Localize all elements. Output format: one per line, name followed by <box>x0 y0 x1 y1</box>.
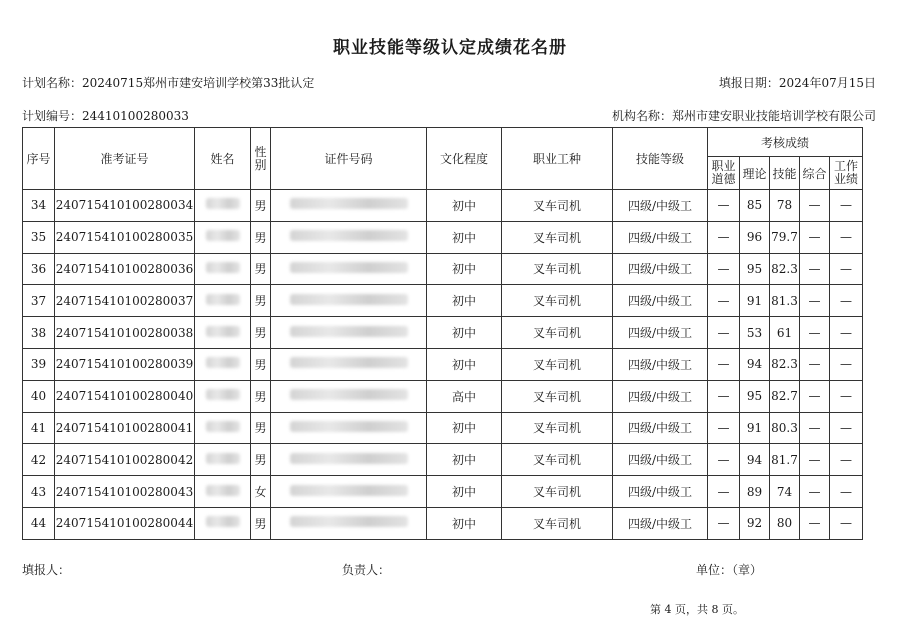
header-occupation: 职业工种 <box>502 128 613 190</box>
redacted-id-number <box>290 421 408 432</box>
table-row <box>23 317 863 349</box>
row-work-score: — <box>830 317 863 349</box>
row-skill-score: 80 <box>770 507 800 539</box>
table-row <box>23 190 863 222</box>
row-gender: 男 <box>251 412 271 444</box>
row-exam-no: 240715410100280036 <box>55 253 195 285</box>
row-seq: 43 <box>23 476 55 508</box>
redacted-name <box>206 230 240 241</box>
row-id-no <box>271 380 427 412</box>
row-comprehensive-score: — <box>800 348 830 380</box>
row-occupation: 叉车司机 <box>502 190 613 222</box>
redacted-id-number <box>290 230 408 241</box>
table-row <box>23 253 863 285</box>
responsible-label: 负责人： <box>342 563 391 577</box>
row-occupation: 叉车司机 <box>502 253 613 285</box>
redacted-id-number <box>290 326 408 337</box>
row-exam-no: 240715410100280034 <box>55 190 195 222</box>
row-comprehensive-score: — <box>800 380 830 412</box>
row-education: 初中 <box>427 444 502 476</box>
row-comprehensive-score: — <box>800 476 830 508</box>
row-seq: 37 <box>23 285 55 317</box>
page-indicator: 第 4 页，共 8 页。 <box>650 603 744 616</box>
row-skill-level: 四级/中级工 <box>613 317 708 349</box>
row-education: 初中 <box>427 317 502 349</box>
row-name <box>195 253 251 285</box>
row-occupation: 叉车司机 <box>502 412 613 444</box>
row-education: 初中 <box>427 348 502 380</box>
row-id-no <box>271 444 427 476</box>
redacted-id-number <box>290 294 408 305</box>
row-seq: 42 <box>23 444 55 476</box>
header-comprehensive: 综合 <box>800 157 830 190</box>
row-id-no <box>271 253 427 285</box>
row-seq: 40 <box>23 380 55 412</box>
row-id-no <box>271 221 427 253</box>
row-exam-no: 240715410100280035 <box>55 221 195 253</box>
redacted-name <box>206 421 240 432</box>
row-gender: 男 <box>251 285 271 317</box>
row-skill-level: 四级/中级工 <box>613 285 708 317</box>
row-education: 初中 <box>427 190 502 222</box>
row-id-no <box>271 285 427 317</box>
row-work-score: — <box>830 285 863 317</box>
row-occupation: 叉车司机 <box>502 380 613 412</box>
row-comprehensive-score: — <box>800 412 830 444</box>
header-gender: 性别 <box>251 128 271 190</box>
row-name <box>195 190 251 222</box>
row-id-no <box>271 412 427 444</box>
row-theory-score: 95 <box>740 253 770 285</box>
row-education: 初中 <box>427 412 502 444</box>
row-seq: 34 <box>23 190 55 222</box>
row-education: 初中 <box>427 476 502 508</box>
row-skill-score: 74 <box>770 476 800 508</box>
row-skill-level: 四级/中级工 <box>613 190 708 222</box>
row-ethics-score: — <box>708 253 740 285</box>
redacted-name <box>206 294 240 305</box>
row-seq: 38 <box>23 317 55 349</box>
redacted-name <box>206 198 240 209</box>
row-work-score: — <box>830 507 863 539</box>
row-occupation: 叉车司机 <box>502 221 613 253</box>
row-exam-no: 240715410100280040 <box>55 380 195 412</box>
row-theory-score: 94 <box>740 444 770 476</box>
row-education: 高中 <box>427 380 502 412</box>
header-theory: 理论 <box>740 157 770 190</box>
redacted-id-number <box>290 485 408 496</box>
row-ethics-score: — <box>708 507 740 539</box>
row-skill-score: 61 <box>770 317 800 349</box>
header-education: 文化程度 <box>427 128 502 190</box>
row-theory-score: 94 <box>740 348 770 380</box>
row-gender: 男 <box>251 253 271 285</box>
row-occupation: 叉车司机 <box>502 444 613 476</box>
row-gender: 男 <box>251 444 271 476</box>
row-work-score: — <box>830 380 863 412</box>
unit-seal-label: 单位：（章） <box>696 563 763 577</box>
row-gender: 男 <box>251 317 271 349</box>
row-seq: 41 <box>23 412 55 444</box>
row-skill-score: 80.3 <box>770 412 800 444</box>
row-name <box>195 444 251 476</box>
filler-label: 填报人： <box>22 563 71 577</box>
score-roster-table <box>22 127 863 540</box>
row-gender: 男 <box>251 190 271 222</box>
row-ethics-score: — <box>708 285 740 317</box>
row-skill-level: 四级/中级工 <box>613 380 708 412</box>
table-row <box>23 412 863 444</box>
redacted-id-number <box>290 262 408 273</box>
row-seq: 35 <box>23 221 55 253</box>
row-occupation: 叉车司机 <box>502 476 613 508</box>
row-id-no <box>271 190 427 222</box>
row-education: 初中 <box>427 253 502 285</box>
row-exam-no: 240715410100280039 <box>55 348 195 380</box>
row-work-score: — <box>830 476 863 508</box>
redacted-name <box>206 453 240 464</box>
redacted-name <box>206 326 240 337</box>
row-gender: 男 <box>251 221 271 253</box>
redacted-name <box>206 262 240 273</box>
fill-date: 填报日期：2024年07月15日 <box>718 76 876 90</box>
plan-name: 计划名称：20240715郑州市建安培训学校第33批认定 <box>22 76 315 90</box>
header-scores: 考核成绩 <box>708 128 863 157</box>
row-skill-level: 四级/中级工 <box>613 221 708 253</box>
header-name: 姓名 <box>195 128 251 190</box>
table-row <box>23 221 863 253</box>
row-gender: 女 <box>251 476 271 508</box>
row-comprehensive-score: — <box>800 285 830 317</box>
redacted-name <box>206 516 240 527</box>
row-theory-score: 95 <box>740 380 770 412</box>
row-seq: 36 <box>23 253 55 285</box>
row-name <box>195 285 251 317</box>
row-exam-no: 240715410100280043 <box>55 476 195 508</box>
row-work-score: — <box>830 348 863 380</box>
row-comprehensive-score: — <box>800 190 830 222</box>
row-comprehensive-score: — <box>800 221 830 253</box>
redacted-name <box>206 357 240 368</box>
organization-name: 机构名称：郑州市建安职业技能培训学校有限公司 <box>611 109 876 123</box>
document-title: 职业技能等级认定成绩花名册 <box>333 38 567 58</box>
row-work-score: — <box>830 221 863 253</box>
row-skill-score: 82.7 <box>770 380 800 412</box>
table-row <box>23 507 863 539</box>
row-name <box>195 507 251 539</box>
row-id-no <box>271 348 427 380</box>
row-skill-score: 82.3 <box>770 253 800 285</box>
row-theory-score: 53 <box>740 317 770 349</box>
row-exam-no: 240715410100280038 <box>55 317 195 349</box>
row-id-no <box>271 507 427 539</box>
table-row <box>23 444 863 476</box>
row-theory-score: 92 <box>740 507 770 539</box>
row-comprehensive-score: — <box>800 317 830 349</box>
row-ethics-score: — <box>708 380 740 412</box>
row-exam-no: 240715410100280041 <box>55 412 195 444</box>
row-work-score: — <box>830 190 863 222</box>
header-seq: 序号 <box>23 128 55 190</box>
row-occupation: 叉车司机 <box>502 285 613 317</box>
row-skill-level: 四级/中级工 <box>613 507 708 539</box>
row-comprehensive-score: — <box>800 253 830 285</box>
row-gender: 男 <box>251 380 271 412</box>
row-name <box>195 348 251 380</box>
row-education: 初中 <box>427 285 502 317</box>
table-row <box>23 348 863 380</box>
row-occupation: 叉车司机 <box>502 348 613 380</box>
row-theory-score: 85 <box>740 190 770 222</box>
row-work-score: — <box>830 412 863 444</box>
table-row <box>23 476 863 508</box>
row-skill-score: 79.7 <box>770 221 800 253</box>
redacted-id-number <box>290 516 408 527</box>
row-occupation: 叉车司机 <box>502 317 613 349</box>
redacted-id-number <box>290 198 408 209</box>
row-skill-score: 81.7 <box>770 444 800 476</box>
row-gender: 男 <box>251 507 271 539</box>
row-name <box>195 476 251 508</box>
row-skill-level: 四级/中级工 <box>613 476 708 508</box>
row-id-no <box>271 317 427 349</box>
row-skill-level: 四级/中级工 <box>613 444 708 476</box>
redacted-id-number <box>290 357 408 368</box>
header-skill: 技能 <box>770 157 800 190</box>
row-skill-level: 四级/中级工 <box>613 412 708 444</box>
row-ethics-score: — <box>708 476 740 508</box>
row-work-score: — <box>830 253 863 285</box>
row-gender: 男 <box>251 348 271 380</box>
row-ethics-score: — <box>708 412 740 444</box>
row-skill-score: 81.3 <box>770 285 800 317</box>
row-comprehensive-score: — <box>800 507 830 539</box>
table-row <box>23 380 863 412</box>
row-ethics-score: — <box>708 348 740 380</box>
row-name <box>195 221 251 253</box>
header-id-no: 证件号码 <box>271 128 427 190</box>
redacted-id-number <box>290 389 408 400</box>
row-ethics-score: — <box>708 317 740 349</box>
redacted-name <box>206 485 240 496</box>
row-theory-score: 91 <box>740 412 770 444</box>
row-skill-level: 四级/中级工 <box>613 348 708 380</box>
row-name <box>195 317 251 349</box>
row-skill-level: 四级/中级工 <box>613 253 708 285</box>
row-name <box>195 412 251 444</box>
row-seq: 44 <box>23 507 55 539</box>
row-comprehensive-score: — <box>800 444 830 476</box>
row-id-no <box>271 476 427 508</box>
plan-number: 计划编号：24410100280033 <box>22 109 189 123</box>
row-ethics-score: — <box>708 190 740 222</box>
header-ethics: 职业道德 <box>708 157 740 190</box>
row-work-score: — <box>830 444 863 476</box>
row-theory-score: 96 <box>740 221 770 253</box>
row-occupation: 叉车司机 <box>502 507 613 539</box>
row-seq: 39 <box>23 348 55 380</box>
header-exam-no: 准考证号 <box>55 128 195 190</box>
row-skill-score: 78 <box>770 190 800 222</box>
redacted-name <box>206 389 240 400</box>
row-name <box>195 380 251 412</box>
row-exam-no: 240715410100280037 <box>55 285 195 317</box>
row-exam-no: 240715410100280042 <box>55 444 195 476</box>
row-theory-score: 91 <box>740 285 770 317</box>
row-ethics-score: — <box>708 221 740 253</box>
redacted-id-number <box>290 453 408 464</box>
row-theory-score: 89 <box>740 476 770 508</box>
roster-body <box>23 190 863 540</box>
row-skill-score: 82.3 <box>770 348 800 380</box>
row-exam-no: 240715410100280044 <box>55 507 195 539</box>
row-education: 初中 <box>427 221 502 253</box>
header-work-performance: 工作业绩 <box>830 157 863 190</box>
table-row <box>23 285 863 317</box>
header-skill-level: 技能等级 <box>613 128 708 190</box>
row-ethics-score: — <box>708 444 740 476</box>
row-education: 初中 <box>427 507 502 539</box>
